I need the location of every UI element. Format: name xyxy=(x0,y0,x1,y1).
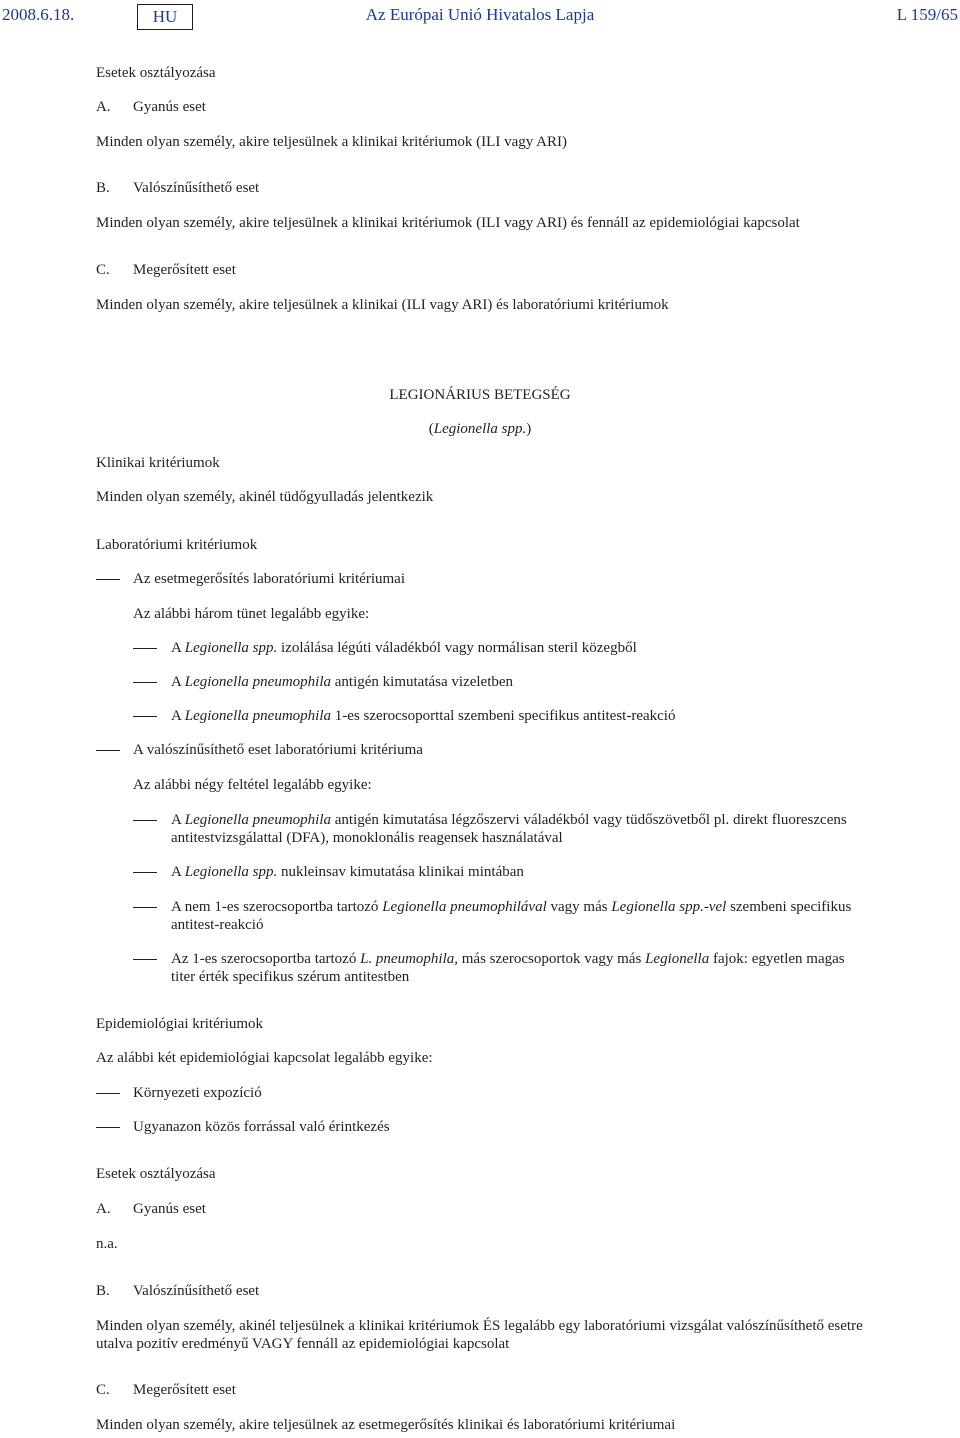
epi-item: Környezeti expozíció xyxy=(133,1085,262,1101)
case-a-title: Gyanús eset xyxy=(133,1201,206,1217)
case-b-text: Minden olyan személy, akire teljesülnek a klinikai kritériumok (ILI vagy ARI) és fennáll az epidemiológiai kapcsolat xyxy=(96,215,800,231)
lab-prob-item-4: Az 1-es szerocsoportba tartozó L. pneumophila, más szerocsoportok vagy más Legionella fajok: egyetlen magas titer érték specifikus szérum antitestben xyxy=(171,951,845,985)
case-c-title: Megerősített eset xyxy=(133,262,236,278)
case-a-letter: A. xyxy=(96,1201,111,1217)
case-a-title: Gyanús eset xyxy=(133,99,206,115)
dash-icon xyxy=(96,1093,120,1094)
dash-icon xyxy=(133,648,157,649)
lab-confirm-item-2: A Legionella pneumophila antigén kimutatása vizeletben xyxy=(171,674,514,690)
section-heading: Esetek osztályozása xyxy=(96,1166,216,1182)
lab-prob-intro: Az alábbi négy feltétel legalább egyike: xyxy=(133,777,372,793)
dash-icon xyxy=(96,1127,120,1128)
dash-icon xyxy=(133,716,157,717)
case-a-letter: A. xyxy=(96,99,111,115)
case-c-title: Megerősített eset xyxy=(133,1382,236,1398)
lab-confirm-intro: Az alábbi három tünet legalább egyike: xyxy=(133,606,370,622)
clinical-heading: Klinikai kritériumok xyxy=(96,455,220,471)
page-number: L 159/65 xyxy=(896,5,958,24)
lab-prob-title: A valószínűsíthető eset laboratóriumi kritériuma xyxy=(133,742,423,758)
disease-title: LEGIONÁRIUS BETEGSÉG xyxy=(389,387,571,403)
dash-icon xyxy=(133,959,157,960)
epi-intro: Az alábbi két epidemiológiai kapcsolat legalább egyike: xyxy=(96,1050,433,1066)
disease-latin: (Legionella spp.) xyxy=(428,421,532,437)
dash-icon xyxy=(133,682,157,683)
case-b-text: Minden olyan személy, akinél teljesülnek a klinikai kritériumok ÉS legalább egy laboratóriumi vizsgálat valószínűsíthető esetre utalva pozitív eredményű VAGY fennáll az epidemiológiai kapcsolat xyxy=(96,1318,863,1352)
case-c-text: Minden olyan személy, akire teljesülnek az esetmegerősítés klinikai és laboratóriumi kritériumai xyxy=(96,1417,676,1433)
lab-prob-item-1: A Legionella pneumophila antigén kimutatása légzőszervi váladékból vagy tüdőszövetből pl. direkt fluoreszcens antitestvizsgálattal (DFA), monoklonális reagensek használatával xyxy=(171,812,847,846)
section-heading: Esetek osztályozása xyxy=(96,65,216,81)
lab-confirm-title: Az esetmegerősítés laboratóriumi kritériumai xyxy=(133,571,405,587)
case-b-title: Valószínűsíthető eset xyxy=(133,180,260,196)
dash-icon xyxy=(133,872,157,873)
case-c-text: Minden olyan személy, akire teljesülnek a klinikai (ILI vagy ARI) és laboratóriumi kritériumok xyxy=(96,297,669,313)
case-a-text: Minden olyan személy, akire teljesülnek a klinikai kritériumok (ILI vagy ARI) xyxy=(96,134,567,150)
clinical-text: Minden olyan személy, akinél tüdőgyulladás jelentkezik xyxy=(96,489,434,505)
dash-icon xyxy=(96,579,120,580)
page-header xyxy=(0,4,960,28)
dash-icon xyxy=(133,820,157,821)
journal-title: Az Európai Unió Hivatalos Lapja xyxy=(365,5,595,24)
case-a-text: n.a. xyxy=(96,1236,118,1252)
case-c-letter: C. xyxy=(96,262,110,278)
language-badge: HU xyxy=(137,4,193,30)
lab-confirm-item-1: A Legionella spp. izolálása légúti váladékból vagy normálisan steril közegből xyxy=(171,640,637,656)
dash-icon xyxy=(96,750,120,751)
lab-prob-item-3: A nem 1-es szerocsoportba tartozó Legionella pneumophilával vagy más Legionella spp.-vel szembeni specifikus antitest-reakció xyxy=(171,899,852,933)
dash-icon xyxy=(133,907,157,908)
lab-prob-item-2: A Legionella spp. nukleinsav kimutatása klinikai mintában xyxy=(171,864,524,880)
case-b-title: Valószínűsíthető eset xyxy=(133,1283,260,1299)
epi-heading: Epidemiológiai kritériumok xyxy=(96,1016,264,1032)
lab-heading: Laboratóriumi kritériumok xyxy=(96,537,258,553)
lab-confirm-item-3: A Legionella pneumophila 1-es szerocsoporttal szembeni specifikus antitest-reakció xyxy=(171,708,676,724)
case-b-letter: B. xyxy=(96,180,110,196)
case-b-letter: B. xyxy=(96,1283,110,1299)
epi-item: Ugyanazon közös forrással való érintkezés xyxy=(133,1119,390,1135)
header-date: 2008.6.18. xyxy=(2,5,75,24)
case-c-letter: C. xyxy=(96,1382,110,1398)
